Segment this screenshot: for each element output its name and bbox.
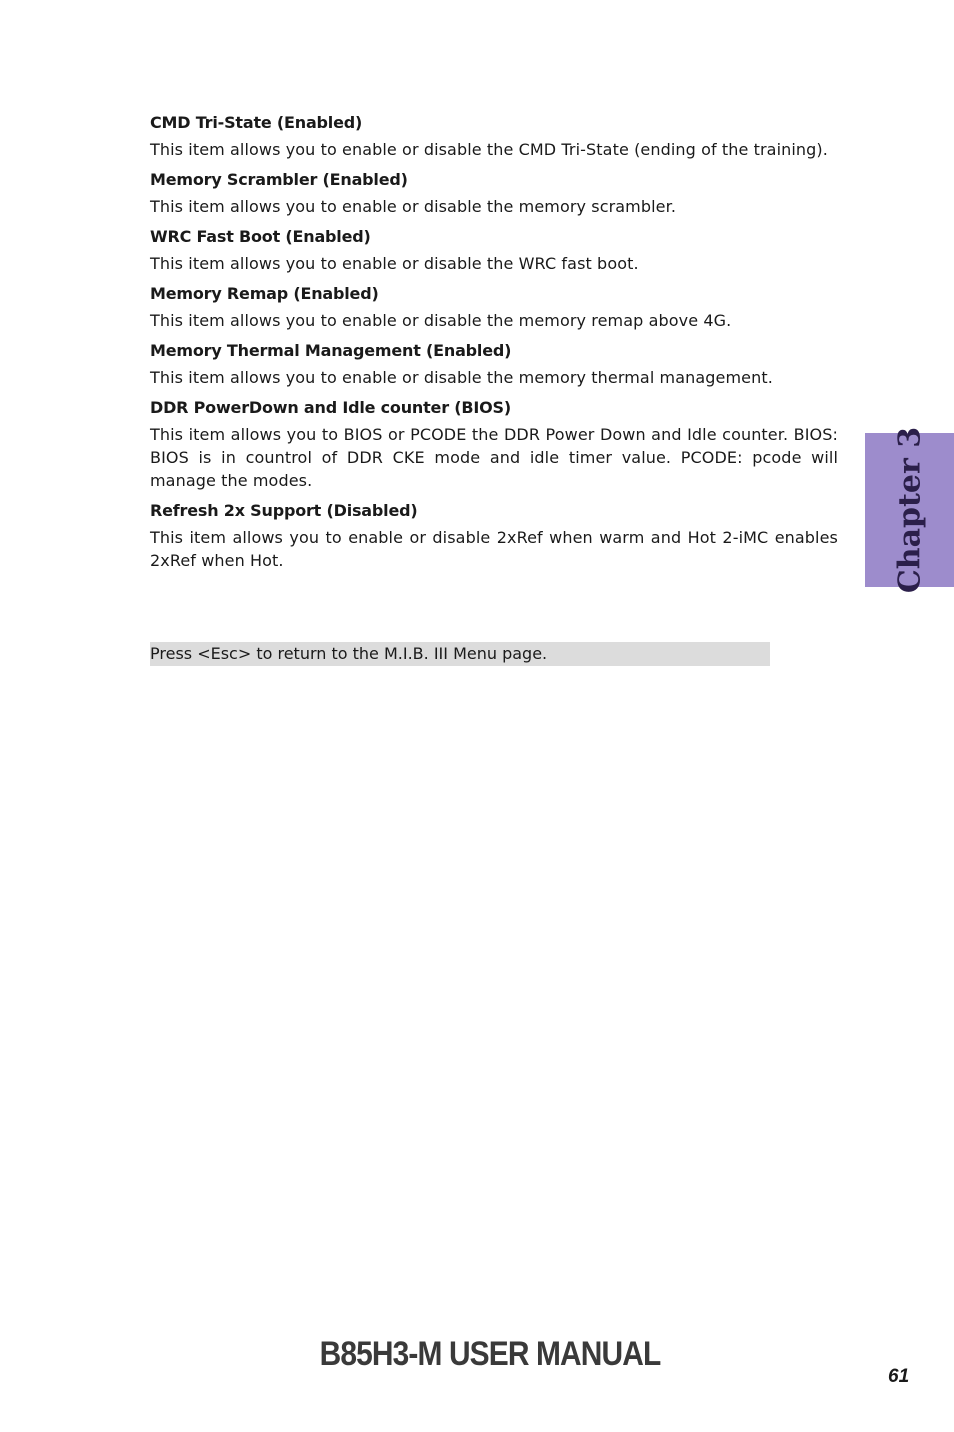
setting-title: Memory Scrambler (Enabled) <box>150 170 408 189</box>
esc-return-note: Press <Esc> to return to the M.I.B. III Menu page. <box>150 642 770 666</box>
setting-title: WRC Fast Boot (Enabled) <box>150 227 371 246</box>
setting-memory-remap <box>150 283 838 332</box>
chapter-tab-label: Chapter 3 <box>892 426 927 594</box>
chapter-tab <box>865 426 954 594</box>
page-number: 61 <box>888 1366 910 1387</box>
setting-description: This item allows you to enable or disable the CMD Tri-State (ending of the training). <box>150 140 828 159</box>
setting-memory-thermal-management <box>150 340 838 389</box>
setting-title: Refresh 2x Support (Disabled) <box>150 501 418 520</box>
manual-title: B85H3-M USER MANUAL <box>319 1335 661 1373</box>
setting-title: CMD Tri-State (Enabled) <box>150 113 363 132</box>
setting-description: This item allows you to enable or disable the memory scrambler. <box>150 197 677 216</box>
setting-description: This item allows you to enable or disable the memory thermal management. <box>150 368 773 387</box>
setting-title: Memory Thermal Management (Enabled) <box>150 341 512 360</box>
settings-list <box>150 112 838 580</box>
setting-title: DDR PowerDown and Idle counter (BIOS) <box>150 398 511 417</box>
setting-refresh-2x-support <box>150 500 838 572</box>
setting-ddr-powerdown <box>150 397 838 492</box>
setting-cmd-tri-state <box>150 112 838 161</box>
setting-description: This item allows you to BIOS or PCODE the DDR Power Down and Idle counter. BIOS: BIOS is in countrol of DDR CKE mode and idle timer value. PCODE: pcode will manage the modes. <box>150 425 838 490</box>
setting-description: This item allows you to enable or disable the memory remap above 4G. <box>150 311 732 330</box>
setting-description: This item allows you to enable or disable 2xRef when warm and Hot 2-iMC enables 2xRef when Hot. <box>150 528 838 570</box>
setting-title: Memory Remap (Enabled) <box>150 284 379 303</box>
setting-wrc-fast-boot <box>150 226 838 275</box>
setting-description: This item allows you to enable or disable the WRC fast boot. <box>150 254 639 273</box>
setting-memory-scrambler <box>150 169 838 218</box>
